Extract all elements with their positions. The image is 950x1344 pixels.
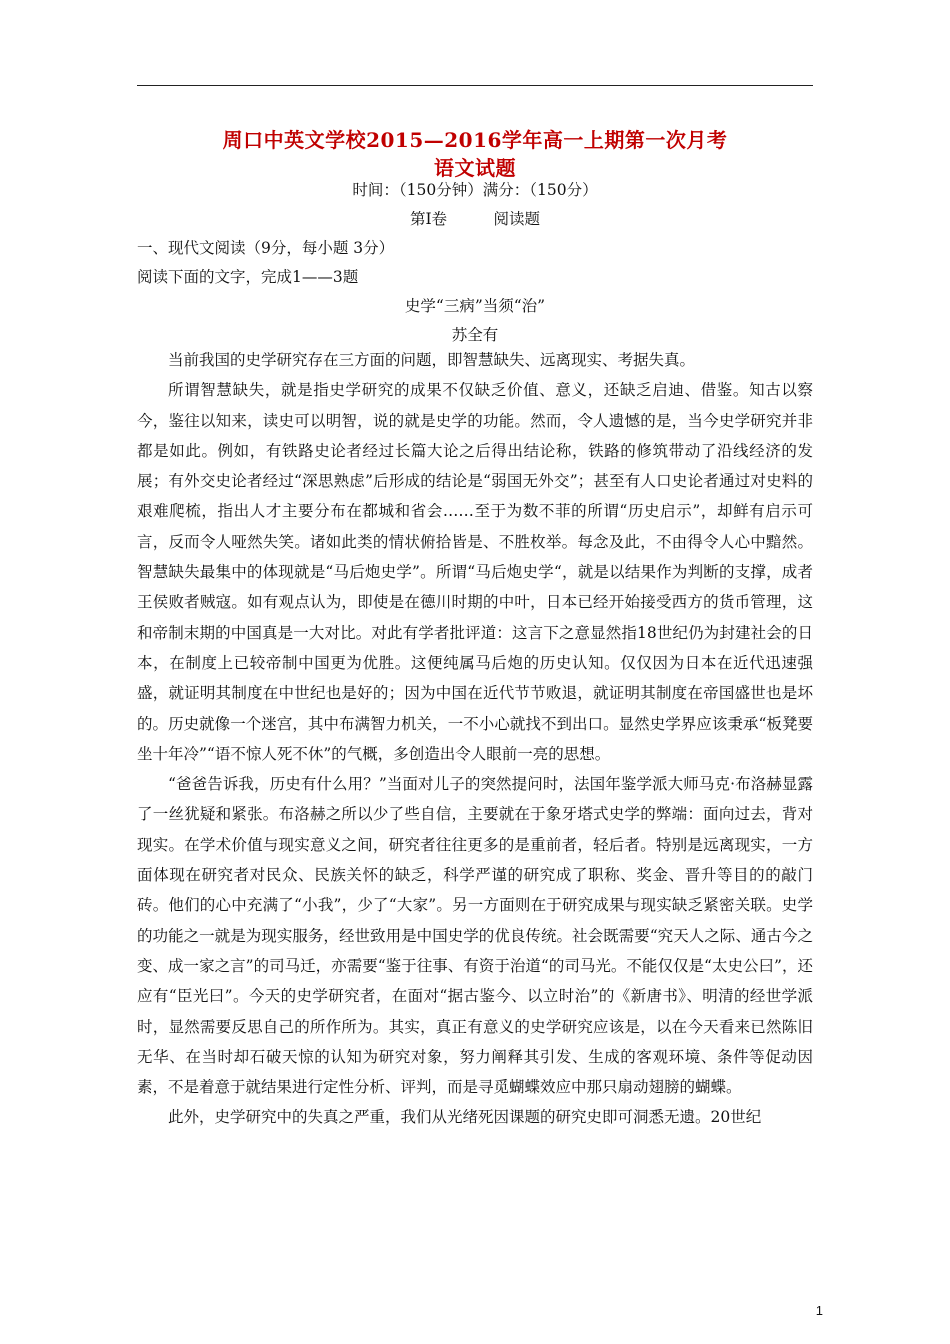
exam-subtitle: 语文试题 — [434, 156, 516, 180]
paragraph: 所谓智慧缺失，就是指史学研究的成果不仅缺乏价值、意义，还缺乏启迪、借鉴。知古以察今，鉴往以知来，读史可以明智，说的就是史学的功能。然而，令人遗憾的是，当今史学研究并非都是如此。例如，有铁路史论者经过长篇大论之后得出结论称，铁路的修筑带动了沿线经济的发展；有外交史论者经过“深思熟虑”后形成的结论是“弱国无外交”；甚至有人口史论者通过对史料的艰难爬梳，指出人才主要分布在都城和省会……至于为数不菲的所谓“历史启示”，却鲜有启示可言，反而令人哑然失笑。诸如此类的情状俯拾皆是、不胜枚举。每念及此，不由得令人心中黯然。智慧缺失最集中的体现就是“马后炮史学”。所谓“马后炮史学“，就是以结果作为判断的支撑，成者王侯败者贼寇。如有观点认为，即使是在德川时期的中叶，日本已经开始接受西方的货币管理，这和帝制末期的中国真是一大对比。对此有学者批评道：这言下之意显然指18世纪仍为封建社会的日本，在制度上已较帝制中国更为优胜。这便纯属马后炮的历史认知。仅仅因为日本在近代迅速强盛，就证明其制度在中世纪也是好的；因为中国在近代节节败退，就证明其制度在帝国盛世也是坏的。历史就像一个迷宫，其中布满智力机关，一不小心就找不到出口。显然史学界应该秉承“板凳要坐十年冷”“语不惊人死不休”的气概，多创造出令人眼前一亮的思想。 — [137, 381, 813, 763]
exam-title: 周口中英文学校2015—2016学年高一上期第一次月考 — [222, 128, 728, 152]
article-title: 史学“三病”当须“治” — [404, 297, 546, 315]
article-body — [137, 345, 813, 1133]
paragraph: 此外，史学研究中的失真之严重，我们从光绪死因课题的研究史即可洞悉无遗。20世纪 — [168, 1108, 762, 1127]
section-instruction: 阅读下面的文字，完成1——3题 — [137, 268, 359, 286]
section-heading: 一、现代文阅读（9分，每小题 3分） — [137, 239, 395, 257]
time-info: 时间：（150分钟）满分：（150分） — [352, 181, 598, 199]
page-number: 1 — [815, 1303, 823, 1318]
header-rule — [137, 85, 813, 86]
paragraph: 当前我国的史学研究存在三方面的问题，即智慧缺失、远离现实、考据失真。 — [168, 351, 696, 369]
paragraph: “爸爸告诉我，历史有什么用？”当面对儿子的突然提问时，法国年鉴学派大师马克·布洛赫显露了一丝犹疑和紧张。布洛赫之所以少了些自信，主要就在于象牙塔式史学的弊端：面向过去，背对现实。在学术价值与现实意义之间，研究者往往更多的是重前者，轻后者。特别是远离现实，一方面体现在研究者对民众、民族关怀的缺乏，科学严谨的研究成了职称、奖金、晋升等目的的敲门砖。他们的心中充满了“小我”，少了“大家”。另一方面则在于研究成果与现实缺乏紧密关联。史学的功能之一就是为现实服务，经世致用是中国史学的优良传统。社会既需要“究天人之际、通古今之变、成一家之言”的司马迁，亦需要“鉴于往事、有资于治道“的司马光。不能仅仅是“太史公曰”，还应有“臣光曰”。今天的史学研究者，在面对“据古鉴今、以立时治”的《新唐书》、明清的经世学派时，显然需要反思自己的所作所为。其实，真正有意义的史学研究应该是，以在今天看来已然陈旧无华、在当时却石破天惊的认知为研究对象，努力阐释其引发、生成的客观环境、条件等促动因素，不是着意于就结果进行定性分析、评判，而是寻觅蝴蝶效应中那只扇动翅膀的蝴蝶。 — [137, 775, 813, 1097]
volume-label: 第Ⅰ卷 阅读题 — [409, 210, 541, 228]
article-author: 苏全有 — [451, 326, 499, 344]
